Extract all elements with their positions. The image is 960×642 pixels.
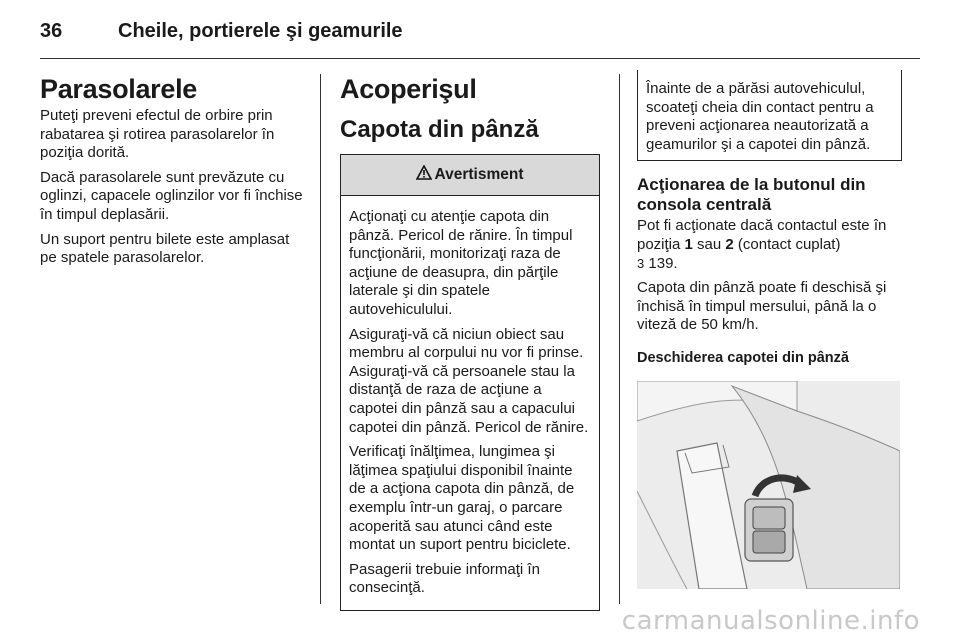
- warning-header: [341, 155, 599, 196]
- console-button-illustration: [637, 381, 900, 589]
- subsection-heading-console-button: Acţionarea de la butonul din consola centrală: [637, 175, 866, 215]
- page-header: [0, 0, 960, 62]
- subsection-heading-soft-top: Capota din pânză: [340, 116, 539, 143]
- warning-paragraph: Asiguraţi-vă că niciun obiect sau membru al corpului nu vor fi prinse. Asiguraţi-vă că persoanele stau la distanţă de raza de acţiune a capotei din pânză sau a capacului capotei din pânză. Pericol de rănire.: [349, 325, 589, 436]
- paragraph-speed: Capota din pânză poate fi deschisă şi închisă în timpul mersului, până la o viteză de 50 km/h.: [637, 279, 887, 334]
- warning-box: [340, 154, 600, 611]
- notice-box: [637, 70, 902, 161]
- watermark: carmanualsonline.info: [621, 606, 920, 636]
- cross-reference-arrow-icon: 3: [637, 255, 645, 271]
- column-roof: [340, 74, 600, 611]
- section-heading-roof: Acoperişul: [340, 74, 477, 104]
- ignition-position-1: 1: [684, 235, 693, 253]
- subsection-heading-opening: Deschiderea capotei din pânză: [637, 349, 849, 366]
- column-divider: [320, 74, 321, 604]
- text-run: (contact cuplat): [733, 235, 841, 253]
- warning-triangle-icon: [416, 165, 432, 185]
- notice-text: Înainte de a părăsi autovehiculul, scoateţi cheia din contact pentru a preveni acţionarea neautorizată a geamurilor şi a capotei din pânză.: [646, 80, 874, 153]
- text-run: Pot fi acţionate dacă contactul este în poziţia: [637, 217, 887, 253]
- chapter-title: Cheile, portierele şi geamurile: [118, 20, 403, 42]
- warning-paragraph: Pasagerii trebuie informaţi în consecinţă.: [349, 560, 540, 597]
- ignition-position-2: 2: [725, 235, 734, 253]
- paragraph-ignition: [637, 217, 902, 273]
- header-divider: [40, 58, 920, 59]
- warning-body: [341, 196, 599, 610]
- section-heading-sun-visors: Parasolarele: [40, 74, 198, 104]
- page-number: 36: [40, 20, 63, 42]
- column-console-button: [637, 74, 902, 589]
- paragraph: Un suport pentru bilete este amplasat pe spatele parasolarelor.: [40, 230, 290, 267]
- column-sun-visors: [40, 74, 308, 274]
- console-illustration-svg: [637, 381, 900, 589]
- paragraph: Puteţi preveni efectul de orbire prin rabatarea şi rotirea parasolarelor în poziţia dorită.: [40, 107, 275, 162]
- column-divider: [619, 74, 620, 604]
- cross-reference-page[interactable]: 139.: [644, 254, 678, 272]
- paragraph: Dacă parasolarele sunt prevăzute cu oglinzi, capacele oglinzilor vor fi închise în timpul deplasării.: [40, 168, 303, 223]
- warning-paragraph: Verificaţi înălţimea, lungimea şi lăţimea spaţiului disponibil înainte de a acţiona capota din pânză, de exemplu într-un garaj, o parcare acoperită sau atunci când este montat un suport pentru biciclete.: [349, 443, 575, 554]
- warning-paragraph: Acţionaţi cu atenţie capota din pânză. Pericol de rănire. În timpul funcţionării, monitorizaţi raza de acţiune de deasupra, din părţile laterale şi din spatele autovehiculului.: [349, 208, 573, 318]
- text-run: sau: [692, 235, 726, 253]
- warning-title: Avertisment: [434, 166, 524, 183]
